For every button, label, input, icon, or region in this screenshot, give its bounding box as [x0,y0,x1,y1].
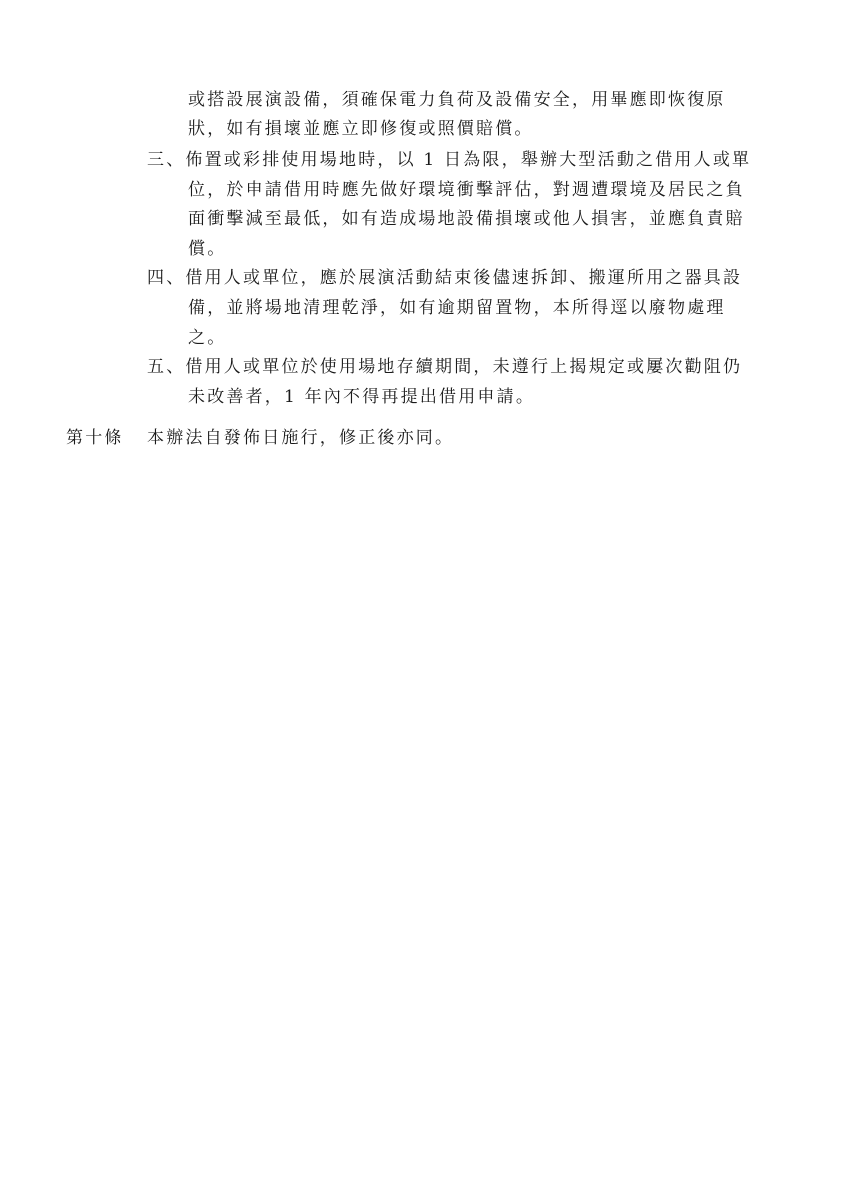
list-item-4-marker: 四、 [147,268,186,288]
list-item-3-line-1: 佈置或彩排使用場地時，以 1 日為限，舉辦大型活動之借用人或單 [185,150,752,170]
article-10-heading: 第十條 [66,428,124,448]
list-item-3-marker: 三、 [147,150,186,170]
article-10-text: 本辦法自發佈日施行，修正後亦同。 [147,428,455,448]
list-item-5-line-2: 未改善者，1 年內不得再提出借用申請。 [188,387,536,407]
continuation-line-1: 或搭設展演設備，須確保電力負荷及設備安全，用畢應即恢復原 [188,90,726,110]
list-item-5-first-line [147,357,742,377]
continuation-line-2: 狀，如有損壞並應立即修復或照價賠償。 [188,119,534,139]
list-item-5-line-1: 借用人或單位於使用場地存續期間，未遵行上揭規定或屢次勸阻仍 [185,357,743,377]
list-item-4-first-line [147,268,742,288]
list-item-4-line-3: 之。 [188,328,227,348]
list-item-3-line-3: 面衝擊減至最低，如有造成場地設備損壞或他人損害，並應負責賠 [188,209,745,229]
list-item-3-first-line [147,150,751,170]
list-item-4-line-1: 借用人或單位，應於展演活動結束後儘速拆卸、搬運所用之器具設 [185,268,743,288]
list-item-3-line-2: 位，於申請借用時應先做好環境衝擊評估，對週遭環境及居民之負 [188,180,745,200]
list-item-4-line-2: 備，並將場地清理乾淨，如有逾期留置物，本所得逕以廢物處理 [188,298,726,318]
list-item-3-line-4: 償。 [188,239,227,259]
list-item-5-marker: 五、 [147,357,186,377]
